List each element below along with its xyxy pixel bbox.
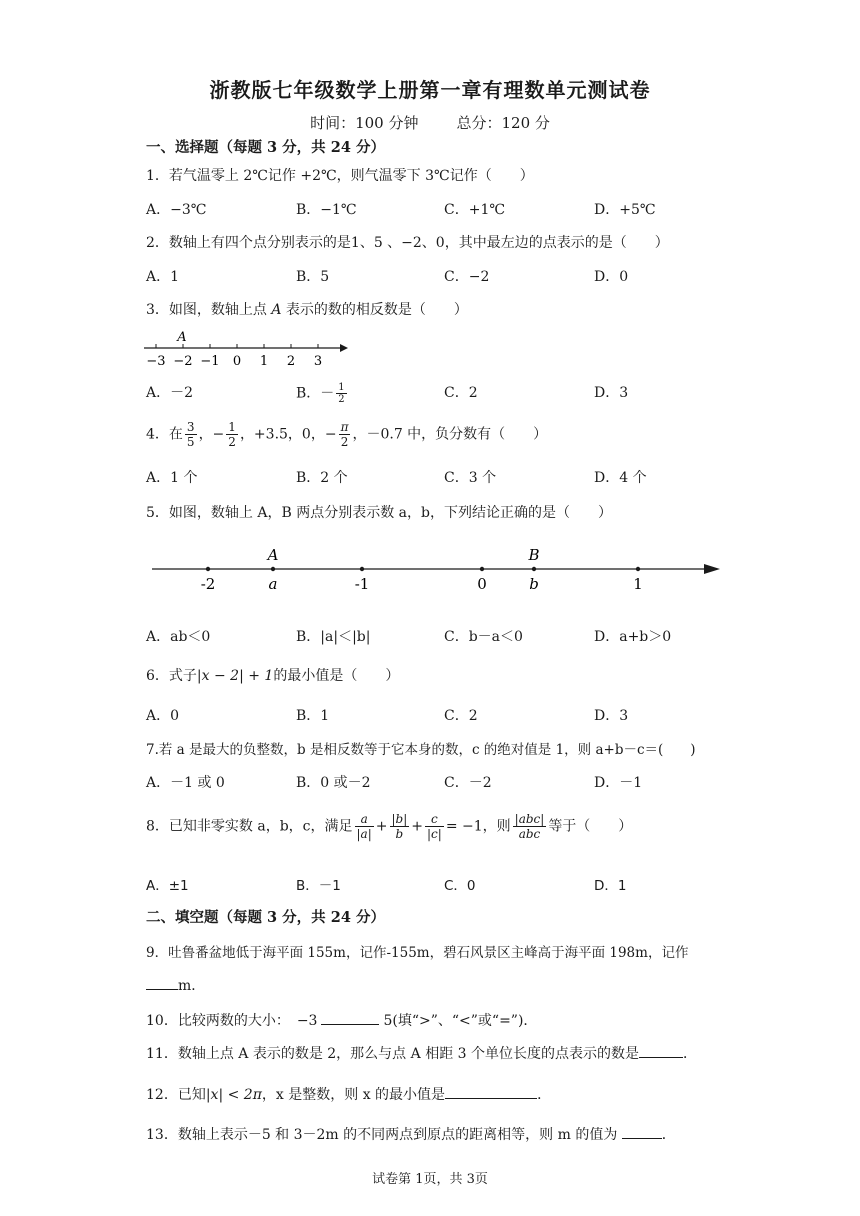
fraction: $\frac{\pi}{2}$ [340,420,349,449]
axis-tick-label: −3 [146,354,166,369]
fraction: $\frac{1}{2}$ [228,420,236,449]
option-a[interactable]: A．−3℃ [146,202,207,218]
option-b[interactable]: B．5 [296,269,330,285]
question-8: 8．已知非零实数 a，b，c，满足 $\frac{a}{|a|}$ + $\frac{|b|}{b}$ + $\frac{c}{|c|}$ = −1，则 $\frac{\text{|abc|}}{\text{abc}}$ 等于（ ） [146,812,633,841]
point-a-label: A [267,546,279,564]
question-2-options [146,266,826,286]
axis-tick-label: 2 [286,354,296,369]
question-7-options [146,772,826,792]
option-a[interactable]: A．－2 [146,385,194,401]
option-c[interactable]: C．2 [444,708,478,724]
var-b-label: b [529,575,539,593]
number-line-q3 [140,326,360,372]
option-b[interactable]: B．|a|＜|b| [296,629,371,645]
answer-blank[interactable] [321,1012,379,1025]
answer-blank[interactable] [622,1126,662,1139]
option-c[interactable]: C．2 [444,385,478,401]
question-2: 2．数轴上有四个点分别表示的是1、5 、−2、0，其中最左边的点表示的是（ ） [146,235,669,251]
option-c[interactable]: C．−2 [444,269,490,285]
fraction: $\frac{|b|}{b}$ [391,812,408,841]
option-a[interactable]: A．－1 或 0 [146,775,225,791]
option-d[interactable]: D．－1 [594,775,643,791]
axis-tick [206,567,210,571]
exam-total: 总分：120 分 [456,114,550,132]
question-6: 6．式子|x − 2| + 1的最小值是（ ） [146,668,400,684]
question-4-options [146,467,826,487]
option-b[interactable]: B．1 [296,708,330,724]
question-13: 13．数轴上表示－5 和 3－2m 的不同两点到原点的距离相等，则 m 的值为 ． [146,1127,676,1143]
fraction: $\frac{c}{|c|}$ [427,812,442,841]
answer-blank[interactable] [639,1045,683,1058]
option-d[interactable]: D．3 [594,385,629,401]
answer-blank[interactable] [146,977,178,990]
expression: |x| < 2π [205,1087,262,1103]
question-8-options [146,874,826,894]
question-6-options [146,705,826,725]
option-c[interactable]: C．－2 [444,775,492,791]
option-a[interactable]: A．0 [146,708,180,724]
question-1-options [146,199,826,219]
option-a[interactable]: A．1 [146,269,180,285]
option-a[interactable]: A．±1 [146,878,189,894]
point-a-dot [271,567,275,571]
question-5: 5．如图，数轴上 A，B 两点分别表示数 a，b，下列结论正确的是（ ） [146,505,612,521]
axis-tick-label: 1 [259,354,269,369]
section-choice-heading: 一、选择题（每题 3 分，共 24 分） [146,139,385,156]
question-5-options [146,626,826,646]
question-12: 12．已知|x| < 2π，x 是整数，则 x 的最小值是 ． [146,1087,552,1103]
fraction: $\frac{a}{|a|}$ [356,812,372,841]
option-a[interactable]: A．ab＜0 [146,629,211,645]
axis-tick-label: 3 [313,354,323,369]
exam-time: 时间：100 分钟 [310,114,419,132]
option-b[interactable]: B．－1 [296,878,341,894]
answer-blank[interactable] [445,1086,537,1099]
option-d[interactable]: D．3 [594,708,629,724]
option-d[interactable]: D．1 [594,878,627,894]
option-b[interactable]: B．2 个 [296,470,348,486]
axis-tick [360,567,364,571]
option-c[interactable]: C．3 个 [444,470,497,486]
option-b[interactable]: B．0 或－2 [296,775,371,791]
point-b-label: B [528,546,540,564]
point-b-dot [532,567,536,571]
axis-tick [480,567,484,571]
fraction: $\frac{3}{5}$ [186,420,195,449]
exam-meta [0,112,860,133]
point-a-label: A [177,330,187,345]
axis-tick-label: -1 [354,575,370,593]
option-c[interactable]: C．0 [444,878,476,894]
option-c[interactable]: C．+1℃ [444,202,506,218]
question-7: 7.若 a 是最大的负整数，b 是相反数等于它本身的数，c 的绝对值是 1，则 a+b－c＝( ) [146,742,696,758]
option-d[interactable]: D．+5℃ [594,202,656,218]
option-d[interactable]: D．4 个 [594,470,647,486]
option-d[interactable]: D．0 [594,269,629,285]
axis-tick-label: 0 [232,354,242,369]
var-a-label: a [268,575,278,593]
question-3-options [146,382,826,405]
axis-tick-label: −2 [173,354,193,369]
question-3: 3．如图，数轴上点 A 表示的数的相反数是（ ） [146,302,468,318]
page-title: 浙教版七年级数学上册第一章有理数单元测试卷 [209,78,651,102]
question-10: 10．比较两数的大小： −3 5(填“>”、“<”或“=”)． [146,1013,538,1029]
option-d[interactable]: D．a+b＞0 [594,629,672,645]
axis-tick [636,567,640,571]
question-9-line2: m． [146,975,205,995]
option-b[interactable]: B．－ $\frac{1}{2}$ [296,382,345,405]
question-1: 1．若气温零上 2℃记作 +2℃，则气温零下 3℃记作（ ） [146,168,534,184]
option-b[interactable]: B．−1℃ [296,202,357,218]
question-4: 4．在 $\frac{3}{5}$ ，− $\frac{1}{2}$ ，+3.5，0，− $\frac{\pi}{2}$ ，－0.7 中，负分数有（ ） [146,420,548,449]
question-9: 9．吐鲁番盆地低于海平面 155m，记作-155m，碧石风景区主峰高于海平面 198m，记作 [146,945,689,961]
option-a[interactable]: A．1 个 [146,470,198,486]
expression: |x − 2| + 1 [196,668,274,684]
axis-tick-label: 0 [477,575,487,593]
question-11: 11．数轴上点 A 表示的数是 2，那么与点 A 相距 3 个单位长度的点表示的数是 ． [146,1046,697,1062]
page-footer: 试卷第 1页，共 3页 [372,1172,488,1187]
number-line-q5 [148,540,728,598]
option-c[interactable]: C．b－a＜0 [444,629,523,645]
axis-tick-label: 1 [633,575,643,593]
fraction: $\frac{\text{|abc|}}{\text{abc}}$ [514,812,545,841]
axis-tick-label: -2 [200,575,216,593]
axis-tick-label: −1 [200,354,220,369]
section-fill-heading: 二、填空题（每题 3 分，共 24 分） [146,909,385,926]
